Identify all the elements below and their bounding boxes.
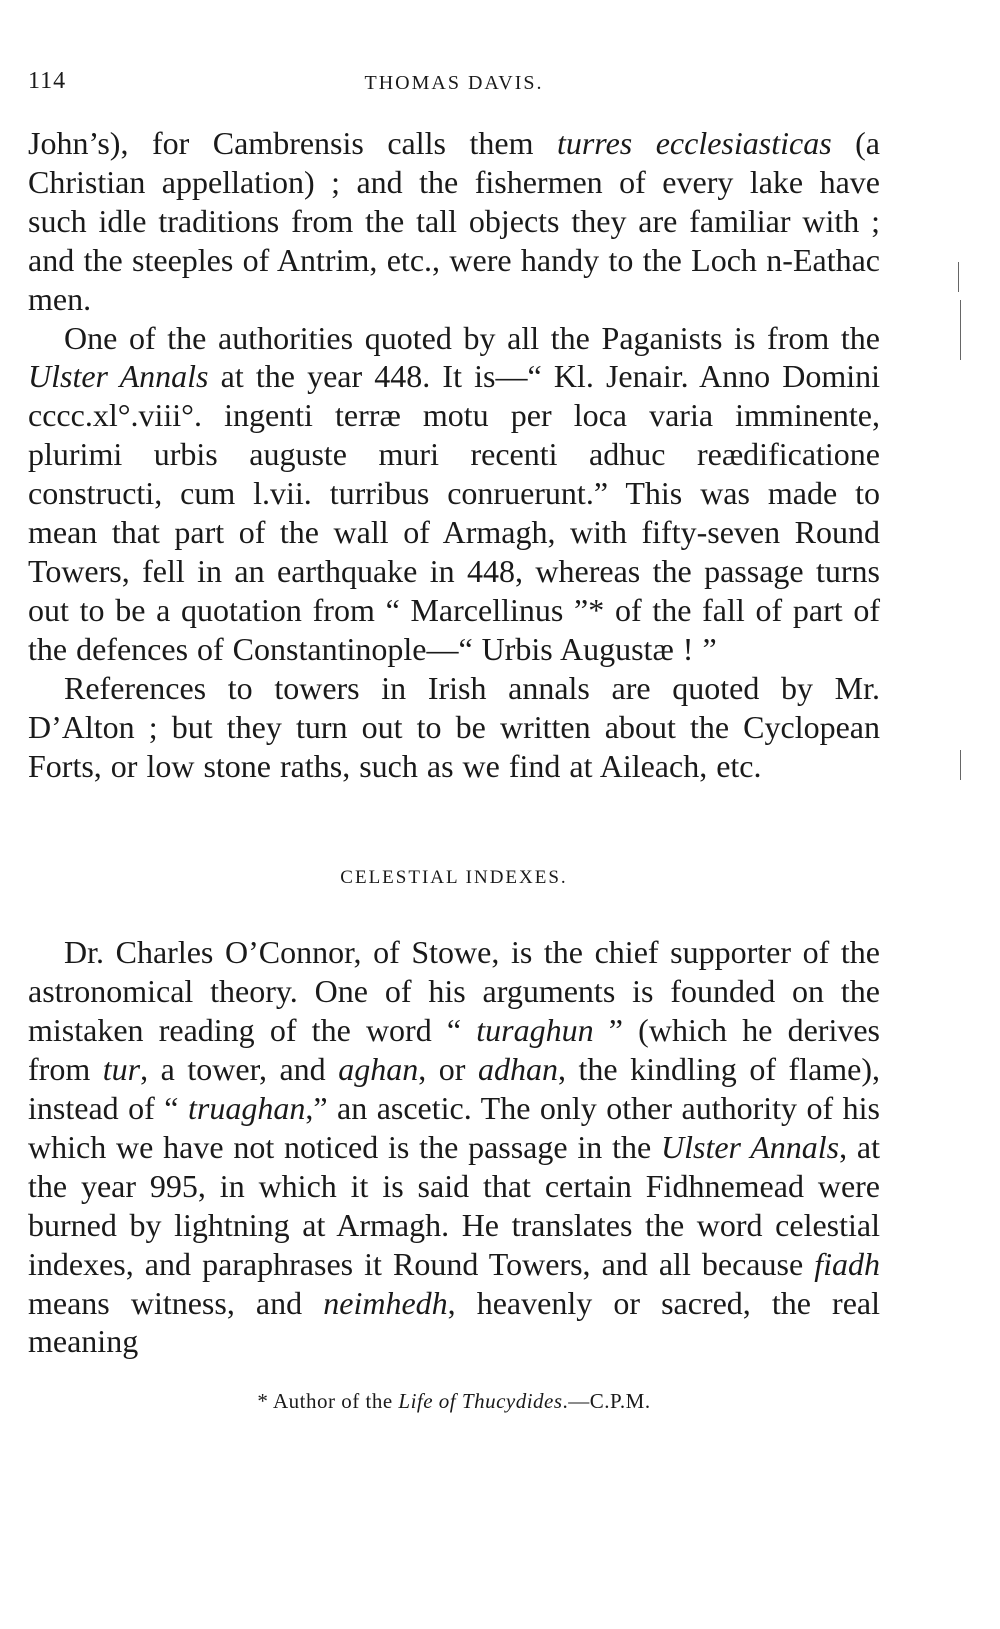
paragraph-4: Dr. Charles O’Connor, of Stowe, is the chief supporter of the astronomical theory. One of his arguments is founded on the mistaken reading of the word “ turaghun ” (which he derives from tur, a tower, and aghan, or adhan, the kindling of flame), instead of “ truaghan,” an ascetic. The only other authority of his which we have not noticed is the passage in the Ulster Annals, at the year 995, in which it is said that certain Fidhnemead were burned by lightning at Armagh. He translates the word celestial indexes, and paraphrases it Round Towers, and all because fiadh means witness, and neimhedh, heavenly or sacred, the real meaning <box>28 934 881 1360</box>
paragraph-3: References to towers in Irish annals are quoted by Mr. D’Alton ; but they turn out to be written about the Cyclopean Forts, or low stone raths, such as we find at Aileach, etc. <box>28 669 880 784</box>
scan-edge-mark <box>960 750 961 780</box>
paragraph-1: John’s), for Cambrensis calls them turres ecclesiasticas (a Christian appellation) ; and the fishermen of every lake have such idle traditions from the tall objects they are familiar with ; and the steeples of Antrim, etc., were handy to the Loch n-Eathac men. <box>28 125 881 317</box>
book-page <box>28 60 880 1414</box>
running-title: THOMAS DAVIS. <box>364 72 544 94</box>
section-heading: CELESTIAL INDEXES. <box>340 867 568 889</box>
page-number: 114 <box>28 68 67 94</box>
scan-edge-mark <box>960 300 961 360</box>
scan-edge-mark <box>958 262 959 292</box>
running-head <box>28 60 880 104</box>
body-text <box>28 124 880 1361</box>
footnote: * Author of the Life of Thucydides.—C.P.M. <box>257 1389 651 1414</box>
paragraph-2: One of the authorities quoted by all the Paganists is from the Ulster Annals at the year 448. It is—“ Kl. Jenair. Anno Domini cccc.xl°.viii°. ingenti terræ motu per loca varia imminente, plurimi urbis auguste muri recenti adhuc reædificatione constructi, cum l.vii. turribus conruerunt.” This was made to mean that part of the wall of Armagh, with fifty-seven Round Towers, fell in an earthquake in 448, whereas the passage turns out to be a quotation from “ Marcellinus ”* of the fall of part of the defences of Constantinople—“ Urbis Augustæ ! ” <box>28 319 881 667</box>
